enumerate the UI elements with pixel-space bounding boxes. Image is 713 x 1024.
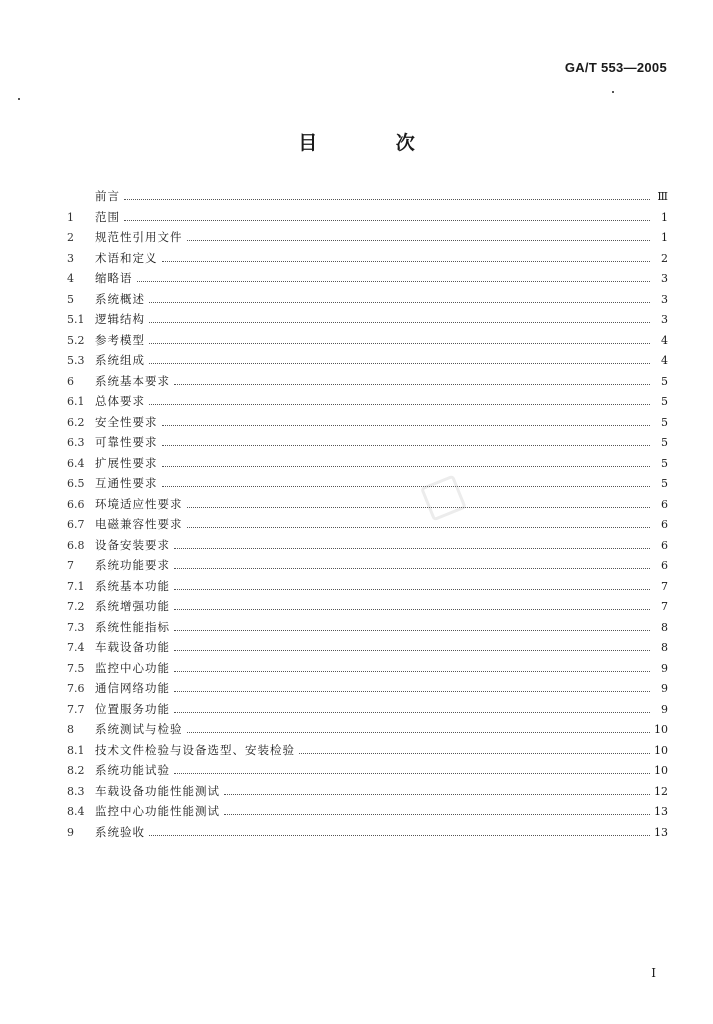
toc-leader-dots xyxy=(124,211,650,221)
toc-leader-dots xyxy=(149,334,650,344)
standard-code: GA/T 553—2005 xyxy=(564,60,667,75)
toc-entry-number: 6 xyxy=(67,374,74,388)
toc-entry[interactable] xyxy=(67,229,668,250)
toc-entry-page: Ⅲ xyxy=(657,190,668,203)
scan-speck xyxy=(612,91,614,93)
toc-entry-label: 环境适应性要求 xyxy=(95,496,183,511)
toc-entry-label: 系统基本功能 xyxy=(95,578,170,593)
toc-entry-label: 位置服务功能 xyxy=(95,701,170,716)
toc-leader-dots xyxy=(162,436,651,446)
toc-entry-page: 3 xyxy=(661,272,668,285)
toc-entry[interactable] xyxy=(67,270,668,291)
toc-entry-label: 逻辑结构 xyxy=(95,312,145,326)
toc-entry-number: 6.4 xyxy=(67,456,85,470)
toc-entry-number: 5.3 xyxy=(67,354,85,367)
toc-entry[interactable] xyxy=(67,557,668,578)
toc-leader-dots xyxy=(137,272,651,282)
toc-entry-label: 系统功能要求 xyxy=(95,558,170,572)
toc-entry-page: 6 xyxy=(661,497,668,511)
toc-entry-page: 7 xyxy=(661,600,668,613)
toc-leader-dots xyxy=(187,518,651,528)
toc-entry[interactable] xyxy=(67,311,668,332)
toc-leader-dots xyxy=(174,682,650,692)
toc-entry-page: 10 xyxy=(654,764,668,777)
toc-entry-label: 系统功能试验 xyxy=(95,763,170,777)
toc-entry-number: 6.7 xyxy=(67,518,85,531)
toc-entry-page: 13 xyxy=(654,805,668,818)
toc-entry[interactable] xyxy=(67,475,668,496)
toc-entry-label: 互通性要求 xyxy=(95,476,158,490)
toc-entry[interactable] xyxy=(67,434,668,455)
toc-entry[interactable] xyxy=(67,783,668,804)
toc-entry-page: 9 xyxy=(661,661,668,675)
toc-entry-number: 5.1 xyxy=(67,313,85,326)
toc-entry-label: 系统增强功能 xyxy=(95,599,170,613)
toc-entry-number: 7.1 xyxy=(67,579,85,593)
toc-entry[interactable] xyxy=(67,680,668,701)
toc-entry-label: 系统基本要求 xyxy=(95,373,170,388)
toc-entry-label: 总体要求 xyxy=(95,394,145,408)
toc-entry-number: 7.6 xyxy=(67,682,85,695)
toc-entry-page: 5 xyxy=(661,415,668,429)
toc-entry-label: 系统概述 xyxy=(95,291,145,306)
toc-entry-label: 系统组成 xyxy=(95,353,145,367)
toc-entry-page: 5 xyxy=(661,477,668,490)
toc-entry-label: 技术文件检验与设备选型、安装检验 xyxy=(95,742,295,757)
toc-leader-dots xyxy=(162,457,651,467)
toc-entry-page: 2 xyxy=(661,251,668,265)
toc-entry-number: 7.7 xyxy=(67,702,85,716)
toc-leader-dots xyxy=(187,498,651,508)
toc-entry[interactable] xyxy=(67,598,668,619)
toc-entry-page: 7 xyxy=(661,579,668,593)
toc-entry-label: 前言 xyxy=(95,189,120,203)
toc-entry[interactable] xyxy=(67,516,668,537)
toc-entry-label: 设备安装要求 xyxy=(95,537,170,552)
toc-entry-number: 5.2 xyxy=(67,333,85,347)
toc-entry-page: 12 xyxy=(654,784,668,798)
toc-entry-label: 电磁兼容性要求 xyxy=(95,517,183,531)
toc-entry[interactable] xyxy=(67,660,668,681)
toc-entry-label: 系统测试与检验 xyxy=(95,722,183,736)
toc-entry-page: 5 xyxy=(661,436,668,449)
toc-entry-label: 车载设备功能 xyxy=(95,640,170,654)
toc-entry-number: 7.4 xyxy=(67,641,85,654)
toc-entry-number: 6.2 xyxy=(67,415,85,429)
toc-entry[interactable] xyxy=(67,332,668,353)
toc-entry[interactable] xyxy=(67,414,668,435)
toc-entry-number: 6.8 xyxy=(67,538,85,552)
toc-entry-number: 6.5 xyxy=(67,477,85,490)
toc-entry-page: 6 xyxy=(661,518,668,531)
toc-leader-dots xyxy=(187,723,651,733)
toc-entry-number: 6.1 xyxy=(67,395,85,408)
toc-entry-page: 10 xyxy=(654,723,668,736)
toc-entry[interactable] xyxy=(67,701,668,722)
toc-entry-number: 3 xyxy=(67,251,74,265)
toc-leader-dots xyxy=(224,785,650,795)
toc-entry-number: 8.4 xyxy=(67,805,85,818)
toc-leader-dots xyxy=(174,764,650,774)
toc-entry-number: 7.2 xyxy=(67,600,85,613)
toc-entry-page: 10 xyxy=(654,743,668,757)
toc-entry[interactable] xyxy=(67,291,668,312)
toc-entry[interactable] xyxy=(67,250,668,271)
toc-leader-dots xyxy=(162,416,651,426)
toc-entry[interactable] xyxy=(67,762,668,783)
toc-entry-label: 术语和定义 xyxy=(95,250,158,265)
toc-leader-dots xyxy=(174,375,650,385)
toc-entry-page: 3 xyxy=(661,313,668,326)
toc-leader-dots xyxy=(149,354,650,364)
toc-entry-label: 安全性要求 xyxy=(95,414,158,429)
toc-entry-label: 可靠性要求 xyxy=(95,435,158,449)
toc-entry-page: 6 xyxy=(661,538,668,552)
toc-entry-label: 扩展性要求 xyxy=(95,455,158,470)
toc-entry-number: 7.3 xyxy=(67,620,85,634)
toc-leader-dots xyxy=(162,252,651,262)
toc-entry-label: 车载设备功能性能测试 xyxy=(95,783,220,798)
scan-speck xyxy=(18,98,20,100)
toc-entry-label: 监控中心功能性能测试 xyxy=(95,804,220,818)
toc-entry-number: 6.3 xyxy=(67,436,85,449)
toc-leader-dots xyxy=(174,559,650,569)
toc-entry[interactable] xyxy=(67,619,668,640)
toc-entry-page: 5 xyxy=(661,395,668,408)
toc-leader-dots xyxy=(174,580,650,590)
toc-entry-page: 9 xyxy=(661,682,668,695)
toc-entry[interactable] xyxy=(67,373,668,394)
page-number: I xyxy=(651,966,656,980)
toc-entry[interactable] xyxy=(67,496,668,517)
toc-entry-page: 1 xyxy=(661,210,668,224)
toc-entry-label: 通信网络功能 xyxy=(95,681,170,695)
toc-entry[interactable] xyxy=(67,209,668,230)
toc-entry[interactable] xyxy=(67,578,668,599)
toc-leader-dots xyxy=(162,477,651,487)
toc-entry-page: 8 xyxy=(661,641,668,654)
page-title: 目 次 xyxy=(298,132,451,154)
toc-entry-label: 监控中心功能 xyxy=(95,660,170,675)
toc-entry-number: 4 xyxy=(67,272,74,285)
toc-entry[interactable] xyxy=(67,352,668,373)
toc-entry-page: 9 xyxy=(661,702,668,716)
toc-entry-number: 2 xyxy=(67,231,74,244)
toc-leader-dots xyxy=(174,641,650,651)
toc-entry-page: 5 xyxy=(661,374,668,388)
toc-entry-number: 8 xyxy=(67,723,74,736)
toc-entry-number: 8.2 xyxy=(67,764,85,777)
toc-entry-number: 7.5 xyxy=(67,661,85,675)
toc-leader-dots xyxy=(187,231,651,241)
toc-entry-page: 4 xyxy=(661,354,668,367)
toc-entry-page: 3 xyxy=(661,292,668,306)
toc-leader-dots xyxy=(124,190,650,200)
toc-entry[interactable] xyxy=(67,824,668,845)
toc-entry-page: 6 xyxy=(661,559,668,572)
toc-leader-dots xyxy=(224,805,650,815)
toc-leader-dots xyxy=(174,703,650,713)
toc-entry-number: 6.6 xyxy=(67,497,85,511)
toc-entry[interactable] xyxy=(67,393,668,414)
toc-leader-dots xyxy=(149,395,650,405)
toc-entry[interactable] xyxy=(67,721,668,742)
toc-entry[interactable] xyxy=(67,188,668,209)
toc-entry[interactable] xyxy=(67,742,668,763)
toc-entry-label: 系统验收 xyxy=(95,824,145,839)
toc-entry-page: 8 xyxy=(661,620,668,634)
toc-entry-number: 8.3 xyxy=(67,784,85,798)
toc-entry-label: 参考模型 xyxy=(95,332,145,347)
toc-leader-dots xyxy=(174,662,650,672)
toc-leader-dots xyxy=(149,313,650,323)
toc-entry-page: 13 xyxy=(654,825,668,839)
toc-entry-number: 1 xyxy=(67,210,74,224)
toc-entry-page: 1 xyxy=(661,231,668,244)
table-of-contents xyxy=(67,188,668,844)
toc-entry-number: 8.1 xyxy=(67,743,85,757)
toc-entry[interactable] xyxy=(67,803,668,824)
toc-leader-dots xyxy=(174,621,650,631)
toc-entry-number: 5 xyxy=(67,292,74,306)
toc-entry[interactable] xyxy=(67,537,668,558)
toc-entry[interactable] xyxy=(67,639,668,660)
toc-entry-number: 9 xyxy=(67,825,74,839)
toc-leader-dots xyxy=(149,826,650,836)
toc-entry-number: 7 xyxy=(67,559,74,572)
toc-entry[interactable] xyxy=(67,455,668,476)
toc-entry-page: 4 xyxy=(661,333,668,347)
toc-entry-label: 范围 xyxy=(95,209,120,224)
toc-leader-dots xyxy=(149,293,650,303)
toc-leader-dots xyxy=(174,539,650,549)
toc-entry-label: 缩略语 xyxy=(95,271,133,285)
toc-leader-dots xyxy=(299,744,650,754)
toc-entry-label: 规范性引用文件 xyxy=(95,230,183,244)
toc-leader-dots xyxy=(174,600,650,610)
toc-entry-page: 5 xyxy=(661,456,668,470)
toc-entry-label: 系统性能指标 xyxy=(95,619,170,634)
